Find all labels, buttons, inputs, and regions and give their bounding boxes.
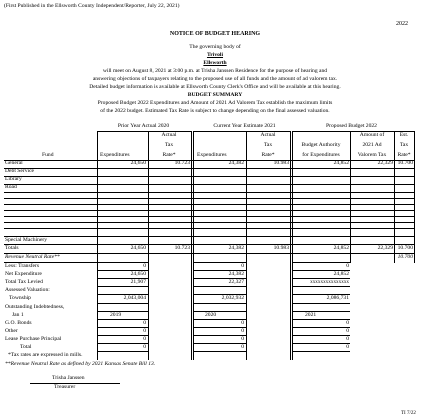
row-rule <box>4 176 414 177</box>
answer-line: answering objections of taxpayers relating to the proposed use of all funds and the amount of ad valorem tax. <box>92 76 338 82</box>
row-debt-service-label: Debt Service <box>5 168 35 174</box>
header-est-1: Est. <box>399 132 409 138</box>
row-other-v3: 0 <box>346 328 349 334</box>
row-rule <box>97 343 148 344</box>
row-general-cur-rate: 10.983 <box>273 160 289 166</box>
header-amount-2: 2021 Ad <box>362 142 382 148</box>
row-rule <box>4 216 414 217</box>
summary-line-2: of the 2022 budget. Estimated Tax Rate is subject to change depending on the final assessed valuation. <box>100 108 330 114</box>
row-rule <box>292 351 350 352</box>
row-less-transfers-auth: 0 <box>346 263 349 269</box>
header-auth-1: Budget Authority <box>301 142 341 148</box>
row-totals-cur-rate: 10.983 <box>273 245 289 251</box>
row-lease-purchase-v1: 0 <box>143 336 146 342</box>
row-outstanding-label-2: Jan 1 <box>12 312 24 318</box>
header-est-2: Tax <box>399 142 409 148</box>
header-prior-rate-1: Actual <box>161 132 177 138</box>
row-totals-est: 10.700 <box>397 245 413 251</box>
header-fund: Fund <box>42 152 54 158</box>
row-rule <box>193 262 246 263</box>
row-rule <box>4 228 414 229</box>
year-label: 2022 <box>396 21 408 27</box>
header-prior-rate-2: Tax <box>164 142 174 148</box>
row-rule <box>4 168 414 169</box>
row-rule <box>4 253 414 254</box>
row-rule <box>97 286 148 287</box>
col-line <box>290 131 291 360</box>
row-special-machinery-label: Special Machinery <box>5 237 48 243</box>
row-rule <box>292 319 350 320</box>
header-amount-3: Valorem Tax <box>357 152 387 158</box>
row-assessed-valuation-label: Assessed Valuation: <box>5 287 50 293</box>
row-general-auth: 24,852 <box>333 160 349 166</box>
row-total-v1: 0 <box>143 344 146 350</box>
row-rule <box>4 236 414 237</box>
meeting-line: will meet on August 8, 2021 at 3:00 p.m. at Trisha Janssen Residence for the purpose of hearing and <box>102 68 328 74</box>
header-prior-rate-3: Rate* <box>162 152 176 158</box>
row-rule <box>97 262 148 263</box>
row-rule <box>193 286 246 287</box>
row-go-bonds-v3: 0 <box>346 320 349 326</box>
row-rule <box>97 303 148 304</box>
row-rule <box>97 319 148 320</box>
row-rule <box>193 351 246 352</box>
row-road-label: Road <box>5 184 17 190</box>
header-prior-exp: Expenditures <box>100 152 130 158</box>
row-rule <box>193 343 246 344</box>
row-rule <box>4 184 414 185</box>
entity-name: Trivoli <box>206 52 224 58</box>
rule <box>193 131 290 132</box>
row-lease-purchase-v2: 0 <box>241 336 244 342</box>
row-totals-auth: 24,852 <box>333 245 349 251</box>
row-net-expenditure-prior: 24,650 <box>130 271 146 277</box>
summary-title: BUDGET SUMMARY <box>187 92 243 98</box>
footnote-tax-rates: *Tax rates are expressed in mills. <box>8 352 83 358</box>
header-amount-1: Amount of <box>359 132 385 138</box>
row-totals-prior-exp: 24,650 <box>130 245 146 251</box>
row-rule <box>97 311 148 312</box>
group-prior: Prior Year Actual 2020 <box>117 123 170 129</box>
footnote-revenue-neutral: **Revenue Neutral Rate as defined by 2021 Kansas Senate Bill 13. <box>5 361 156 367</box>
row-rule <box>292 303 350 304</box>
row-general-label: General <box>5 160 23 166</box>
col-line <box>191 131 192 360</box>
row-rule <box>193 319 246 320</box>
publication-note: (First Published in the Ellsworth County Independent/Reporter, July 22, 2021) <box>4 3 180 9</box>
row-total-tax-levied-label: Total Tax Levied <box>5 279 43 285</box>
header-cur-rate-2: Tax <box>263 142 273 148</box>
county-name: Ellsworth <box>203 60 227 66</box>
header-cur-rate-3: Rate* <box>261 152 275 158</box>
row-township-label: Township <box>9 295 31 301</box>
row-other-label: Other <box>5 328 18 334</box>
row-net-expenditure-auth: 24,852 <box>333 271 349 277</box>
governing-body-line: The governing body of <box>189 44 241 50</box>
summary-line-1: Proposed Budget 2022 Expenditures and Amount of 2021 Ad Valorem Tax establish the maximum limits <box>97 100 333 106</box>
col-line <box>350 131 351 263</box>
row-rule <box>292 286 350 287</box>
row-rule <box>4 244 414 245</box>
row-go-bonds-v2: 0 <box>241 320 244 326</box>
row-totals-cur-exp: 24,382 <box>228 245 244 251</box>
header-auth-2: for Expenditures <box>302 152 340 158</box>
row-total-v2: 0 <box>241 344 244 350</box>
header-est-3: Rate* <box>397 152 411 158</box>
row-totals-prior-rate: 10.723 <box>174 245 190 251</box>
row-rule <box>292 343 350 344</box>
row-general-est: 10.700 <box>397 160 413 166</box>
row-rule <box>193 311 246 312</box>
row-totals-label: Totals <box>5 245 19 251</box>
row-less-transfers-prior: 0 <box>143 263 146 269</box>
row-rule <box>292 327 350 328</box>
signer-title: Treasurer <box>54 384 76 390</box>
row-rule <box>4 204 414 205</box>
row-total-tax-levied-auth: xxxxxxxxxxxxxxx <box>310 279 349 285</box>
row-less-transfers-label: Less: Transfers <box>5 263 40 269</box>
rule <box>292 131 414 132</box>
row-township-cur: 2,032,932 <box>221 295 244 301</box>
signer-name: Trisha Janssen <box>52 375 85 381</box>
row-rule <box>97 327 148 328</box>
row-general-prior-rate: 10.723 <box>174 160 190 166</box>
row-rule <box>292 262 350 263</box>
row-other-v1: 0 <box>143 328 146 334</box>
row-rule <box>193 327 246 328</box>
row-township-prior: 2,043,004 <box>123 295 146 301</box>
year-2020: 2020 <box>205 312 217 318</box>
row-rule <box>97 351 148 352</box>
row-total-tax-levied-prior: 21,907 <box>130 279 146 285</box>
row-lease-purchase-v3: 0 <box>346 336 349 342</box>
row-net-expenditure-cur: 24,382 <box>228 271 244 277</box>
signature-rule <box>30 383 120 384</box>
col-line <box>394 131 395 263</box>
row-total-tax-levied-cur: 22,327 <box>228 279 244 285</box>
row-rule <box>4 210 414 211</box>
rule <box>97 131 191 132</box>
notice-title: NOTICE OF BUDGET HEARING <box>169 31 261 37</box>
row-outstanding-label-1: Outstanding Indebtedness, <box>5 304 65 310</box>
row-rule <box>4 192 414 193</box>
row-rule <box>193 335 246 336</box>
year-2021: 2021 <box>305 312 317 318</box>
row-go-bonds-v1: 0 <box>143 320 146 326</box>
header-cur-rate-1: Actual <box>260 132 276 138</box>
row-revenue-neutral-est: 10.700 <box>397 254 413 260</box>
col-line <box>414 131 415 263</box>
row-totals-amount: 22,329 <box>377 245 393 251</box>
row-go-bonds-label: G.O. Bonds <box>5 320 32 326</box>
group-proposed: Proposed Budget 2022 <box>326 123 377 129</box>
row-less-transfers-cur: 0 <box>241 263 244 269</box>
row-general-cur-exp: 24,382 <box>228 160 244 166</box>
row-library-label: Library <box>5 176 22 182</box>
year-2019: 2019 <box>110 312 122 318</box>
row-rule <box>4 222 414 223</box>
row-rule <box>97 335 148 336</box>
row-general-amount: 22,329 <box>377 160 393 166</box>
row-general-prior-exp: 24,650 <box>130 160 146 166</box>
row-rule <box>4 198 414 199</box>
row-revenue-neutral-label: Revenue Neutral Rate** <box>5 254 60 260</box>
row-total-v3: 0 <box>346 344 349 350</box>
row-total-label: Total <box>20 344 32 350</box>
row-rule <box>292 335 350 336</box>
detail-line: Detailed budget information is available at Ellsworth County Clerk's Office and will be available at this hearing. <box>89 84 341 90</box>
row-township-auth: 2,086,731 <box>326 295 349 301</box>
row-net-expenditure-label: Net Expenditure <box>5 271 42 277</box>
row-other-v2: 0 <box>241 328 244 334</box>
row-rule <box>193 303 246 304</box>
row-rule <box>292 311 350 312</box>
header-cur-exp: Expenditures <box>197 152 227 158</box>
page-code: TI 7/22 <box>401 411 416 416</box>
group-current: Current Year Estimate 2021 <box>213 123 276 129</box>
row-lease-purchase-label: Lease Purchase Principal <box>5 336 62 342</box>
